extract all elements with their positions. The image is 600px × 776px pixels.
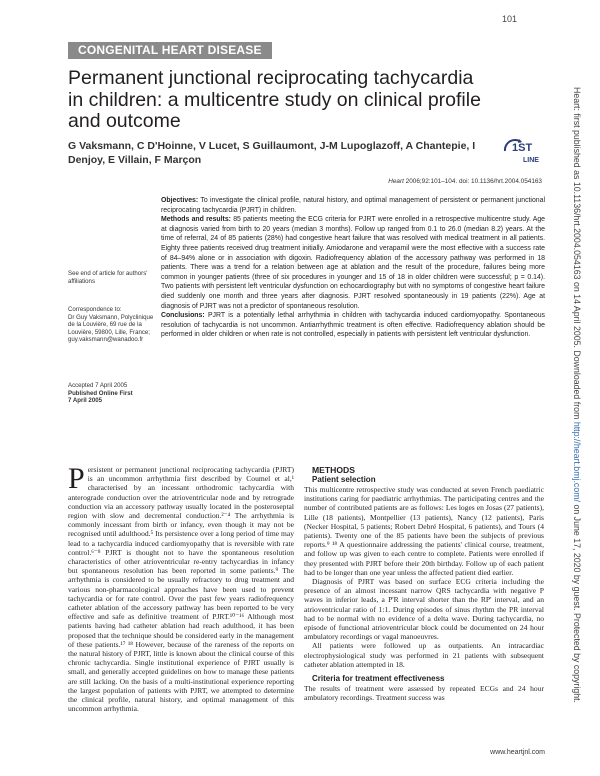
first-line-logo: [503, 137, 543, 167]
published-date: 7 April 2005: [68, 397, 102, 405]
drop-cap: P: [68, 462, 85, 495]
objectives-text: To investigate the clinical profile, natural history, and optimal management of persistent or permanent junctional reciprocating tachycardia (PJRT) in children.: [161, 197, 545, 214]
body-left-column: [68, 462, 294, 714]
methods-paragraph-3: All patients were followed up as outpatients. An intracardiac electrophysiological study was performed in 21 patients with subsequent catheter ablation attempted in 18.: [304, 641, 544, 669]
download-note-prefix: Heart: first published as 10.1136/hrt.2004.054163 on 14 April 2005. Downloaded from: [572, 86, 582, 422]
article-title: Permanent junctional reciprocating tachycardia in children: a multicentre study on clinical profile and outcome: [68, 67, 481, 132]
author-list: G Vaksmann, C D'Hoinne, V Lucet, S Guillaumont, J-M Lupoglazoff, A Chantepie, I Denjoy, E Villain, F Marçon: [68, 140, 476, 166]
logo-text-bottom: LINE: [523, 157, 539, 164]
abstract-methods: [161, 215, 545, 311]
page-number: 101: [501, 14, 517, 24]
journal-url[interactable]: www.heartjnl.com: [490, 749, 545, 756]
correspondence-address: Dr Guy Vaksmann, Polyclinique de la Louvière, 69 rue de la Louvière, 59800, Lille, France; guy.vaksmann@wanadoo.fr: [68, 313, 154, 344]
logo-text-top: 1ST: [512, 142, 533, 154]
methods-heading: METHODS: [312, 465, 355, 475]
download-note: [570, 45, 582, 745]
affiliations-note: See end of article for authors' affiliations: [68, 270, 148, 285]
citation-details: 2006;92:101–104. doi: 10.1136/hrt.2004.054163: [403, 178, 542, 185]
intro-text: ersistent or permanent junctional reciprocating tachycardia (PJRT) is an uncommon arrhythmia first described by Coumel et al,¹ characterised by an incessant orthodromic tachycardia with anterograde conduction over the atrioventricular node and by retrograde conduction via an accessory pathway usually located in the posteroseptal region with slow and decremental conduction.²⁻⁴ The arrhythmia is commonly incessant from birth or infancy, even though it may not be recognised until adulthood.⁵ Its persistence over a long period of time may lead to a tachycardia induced cardiomyopathy that is reversible with rate control.⁶⁻⁸ PJRT is thought not to have the spontaneous resolution characteristics of other atrioventricular re-entry tachycardias in infancy but spontaneous resolution has been reported in some patients.⁹ The arrhythmia is considered to be usually refractory to drug treatment and various non-pharmacological approaches have been used to prevent tachycardia or for rate control. Over the past few years radiofrequency catheter ablation of the accessory pathway has been reported to be very effective and safe as definitive treatment of PJRT.¹⁰⁻¹⁶ Although most patients having had catheter ablation had reach adulthood, it has been proposed that the technique should be considered early in the management of these patients.¹⁷ ¹⁸ However, because of the rareness of the reports on the natural history of PJRT, little is known about the clinical course of this chronic tachycardia. Single institutional experience of PJRT usually is small, and generally accepted guidelines on how to manage these patients are still lacking. On the basis of a multi-institutional experience reporting the largest population of patients with PJRT, we attempted to determine the clinical profile, natural history, and optimal management of this uncommon arrhythmia.: [68, 465, 294, 714]
journal-name: Heart: [388, 178, 404, 185]
dates-note: [68, 382, 158, 405]
methods-text: 85 patients meeting the ECG criteria for PJRT were enrolled in a retrospective multicentre study. Age at diagnosis varied from birth to 20 years (median 3 months). Follow up ranged from 0.1 to 26.0 (median 8.2) years. At the time of referral, 24 of 85 patients (28%) had congestive heart failure that was resolved with medical treatment in all patients. Eighty three patients received drug treatment initially. Amiodarone and verapamil were the most effective with a success rate of 84–94% alone or in association with digoxin. Radiofrequency ablation of the accessory pathway was performed in 18 patients. There was a trend for a relation between age at ablation and the result of the procedure, failures being more common in younger patients (three of six procedures in younger and 15 of 18 in older children were successful; p = 0.14). Two patients with persistent left ventricular dysfunction on echocardiography but with no symptoms of congestive heart failure died suddenly one month and three years after diagnosis. PJRT resolved spontaneously in 19 patients (22%). Age at diagnosis of PJRT was not a predictor of spontaneous resolution.: [161, 216, 545, 310]
conclusions-text: PJRT is a potentially lethal arrhythmia in children with tachycardia induced cardiomyopathy. Spontaneous resolution of tachycardia is not uncommon. Antiarrhythmic treatment is often effective. Radiofrequency ablation should be performed in older children or when rate is not controlled, especially in patients with persistent left ventricular dysfunction.: [161, 312, 545, 339]
objectives-label: Objectives:: [161, 197, 199, 204]
abstract-conclusions: [161, 311, 545, 340]
abstract-objectives: [161, 196, 545, 215]
correspondence-label: Correspondence to:: [68, 306, 122, 313]
section-banner: CONGENITAL HEART DISEASE: [68, 42, 272, 59]
correspondence-note: [68, 306, 158, 344]
conclusions-label: Conclusions:: [161, 312, 205, 320]
abstract: [161, 196, 545, 340]
published-label: Published Online First: [68, 389, 133, 397]
accepted-date: Accepted 7 April 2005: [68, 382, 128, 389]
intro-paragraph: [68, 462, 294, 714]
methods-label: Methods and results:: [161, 216, 231, 224]
body-right-column: [304, 465, 544, 702]
patient-selection-heading: Patient selection: [312, 475, 376, 484]
methods-paragraph-1: This multicentre retrospective study was conducted at seven French paediatric institutions caring for paediatric arrhythmias. The participating centres and the number of contributed patients are as follows: Les loges en Josas (27 patients), Lille (18 patients), Montpellier (13 patients), Nancy (12 patients), Paris (Necker Hospital, 5 patients; Robert Debré Hospital, 6 patients), and Tours (4 patients). Twenty one of the 85 patients have been the subjects of previous reports.⁹ ¹⁸ A questionnaire addressing the patients' clinical course, treatment, and follow up was given to each centre to complete. Patients were enrolled if they presented with PJRT before their 20th birthday. Follow up of each patient had to be longer than one year unless the affected patient died earlier.: [304, 485, 544, 577]
criteria-heading: Criteria for treatment effectiveness: [312, 674, 445, 684]
heart-bmj-link[interactable]: http://heart.bmj.com/: [572, 421, 582, 502]
criteria-paragraph: The results of treatment were assessed by repeated ECGs and 24 hour ambulatory recordings. Treatment success was: [304, 684, 544, 703]
citation-line: [300, 178, 542, 185]
download-note-suffix: on June 17, 2020 by guest. Protected by copyright.: [572, 502, 582, 703]
methods-paragraph-2: Diagnosis of PJRT was based on surface ECG criteria including the presence of an almost incessant narrow QRS tachycardia with negative P waves in inferior leads, a P'R interval shorter than the RP' interval, and an atrioventricular ratio of 1:1. During episodes of sinus rhythm the PR interval had to be normal with no evidence of a delta wave. During tachycardia, no episode of functional atrioventricular block could be documented on 24 hour ambulatory recordings or vagal manoeuvres.: [304, 577, 544, 642]
